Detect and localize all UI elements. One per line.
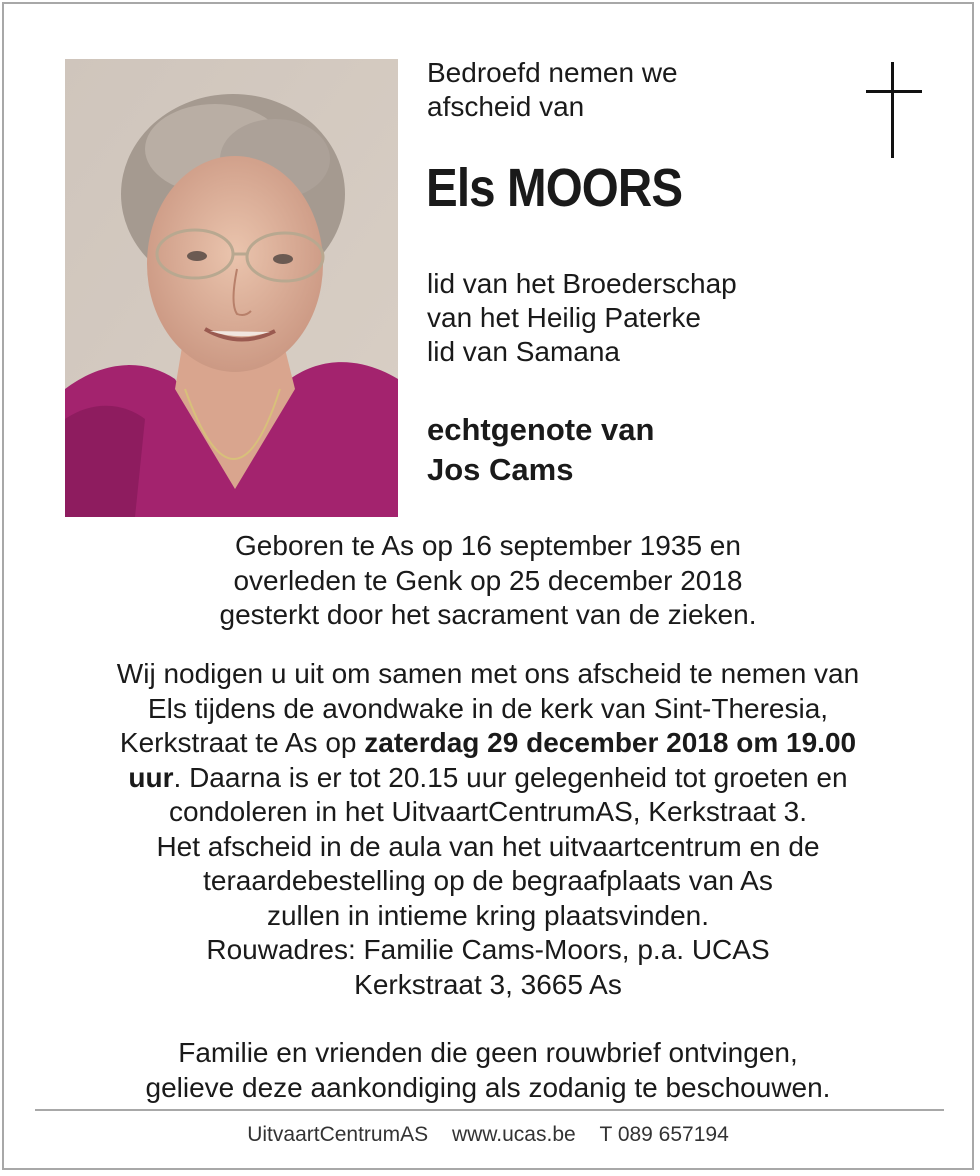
intro-text xyxy=(427,56,678,124)
portrait-photo xyxy=(65,59,398,517)
death-line: overleden te Genk op 25 december 2018 xyxy=(233,564,743,596)
cross-icon xyxy=(866,62,922,158)
footer-company: UitvaartCentrumAS xyxy=(247,1123,429,1146)
invitation-line xyxy=(40,726,936,761)
footer-website-link[interactable]: www.ucas.be xyxy=(451,1123,576,1146)
invitation-line: Wij nodigen u uit om samen met ons afscheid te nemen van xyxy=(116,658,860,689)
footer xyxy=(40,1123,936,1147)
spouse-name: Jos Cams xyxy=(427,452,574,487)
membership-line: lid van het Broederschap xyxy=(427,268,737,299)
membership-text xyxy=(427,267,737,369)
mourning-address: Rouwadres: Familie Cams-Moors, p.a. UCAS xyxy=(206,934,770,965)
intro-line: Bedroefd nemen we xyxy=(427,57,678,88)
invitation-text xyxy=(40,657,936,1002)
wake-date: zaterdag 29 december 2018 om 19.00 xyxy=(364,727,857,758)
spouse-text xyxy=(427,410,654,490)
family-note-line: Familie en vrienden die geen rouwbrief ontvingen, xyxy=(178,1037,798,1068)
birth-line: Geboren te As op 16 september 1935 en xyxy=(235,530,741,561)
intro-line: afscheid van xyxy=(427,91,585,122)
deceased-name: Els MOORS xyxy=(426,158,683,218)
footer-phone: T 089 657194 xyxy=(599,1123,729,1146)
invitation-plain: . Daarna is er tot 20.15 uur gelegenheid tot groeten en xyxy=(173,761,848,793)
invitation-line: condoleren in het UitvaartCentrumAS, Kerkstraat 3. xyxy=(168,796,808,827)
invitation-line: Het afscheid in de aula van het uitvaartcentrum en de xyxy=(156,830,820,862)
spouse-line: echtgenote van xyxy=(427,412,655,447)
birth-death-text xyxy=(40,529,936,633)
membership-line: van het Heilig Paterke xyxy=(427,302,701,333)
sacrament-line: gesterkt door het sacrament van de zieken. xyxy=(219,599,757,630)
mourning-address: Kerkstraat 3, 3665 As xyxy=(354,968,622,1000)
membership-line: lid van Samana xyxy=(427,336,621,367)
invitation-line: teraardebestelling op de begraafplaats van As xyxy=(203,865,773,896)
invitation-line xyxy=(40,761,936,796)
family-note-line: gelieve deze aankondiging als zodanig te beschouwen. xyxy=(145,1071,831,1103)
footer-divider xyxy=(35,1109,944,1111)
invitation-plain: Kerkstraat te As op xyxy=(119,727,365,758)
invitation-line: Els tijdens de avondwake in de kerk van Sint-Theresia, xyxy=(147,692,829,724)
family-note xyxy=(40,1036,936,1105)
wake-date-end: uur xyxy=(128,761,174,793)
invitation-line: zullen in intieme kring plaatsvinden. xyxy=(266,899,710,931)
